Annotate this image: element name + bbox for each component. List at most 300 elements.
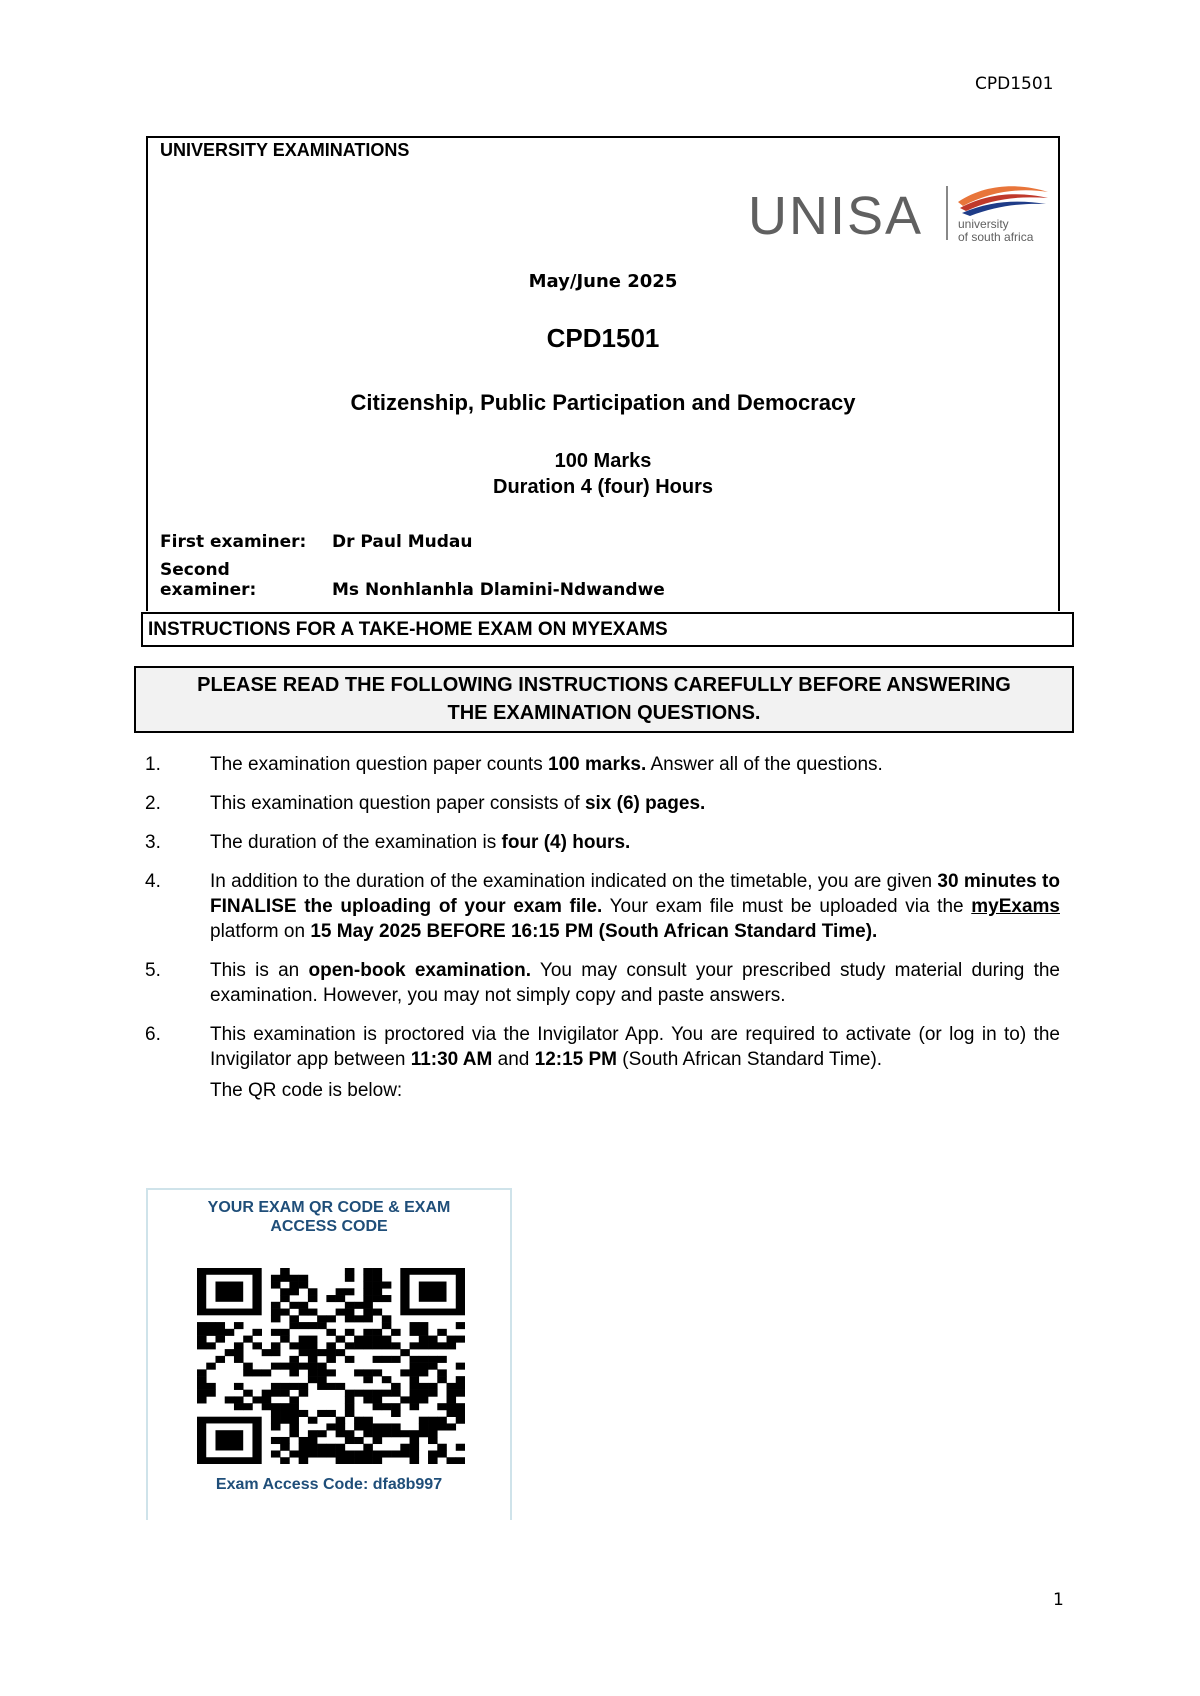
qr-module <box>289 1302 299 1309</box>
qr-module <box>456 1383 465 1390</box>
qr-module <box>271 1302 281 1309</box>
qr-module <box>354 1302 364 1309</box>
qr-module <box>428 1342 438 1349</box>
qr-module <box>271 1417 281 1424</box>
qr-module <box>373 1309 383 1316</box>
instruction-number: 2. <box>145 793 161 814</box>
qr-module <box>363 1329 373 1336</box>
qr-module <box>363 1423 373 1430</box>
qr-module <box>382 1342 392 1349</box>
qr-module <box>225 1349 235 1356</box>
qr-module <box>363 1390 373 1397</box>
qr-module <box>299 1437 309 1444</box>
qr-module <box>289 1363 299 1370</box>
qr-module <box>391 1403 401 1410</box>
qr-module <box>354 1450 364 1457</box>
qr-module <box>410 1437 420 1444</box>
qr-module <box>225 1396 235 1403</box>
qr-module <box>400 1369 410 1376</box>
qr-module <box>289 1356 299 1363</box>
logo-line1: university <box>958 217 1009 231</box>
qr-module <box>197 1383 207 1390</box>
qr-module <box>289 1423 299 1430</box>
first-examiner <box>160 532 473 552</box>
qr-module <box>437 1356 447 1363</box>
qr-module <box>336 1336 346 1343</box>
qr-module <box>280 1444 290 1451</box>
qr-module <box>197 1369 207 1376</box>
instruction-text: This examination is proctored via the Invigilator App. You are required to activate (or log in to) the Invigilator app between 11:30 AM and 12:15 PM (South African Standard Time). <box>210 1024 1060 1070</box>
qr-module <box>197 1336 207 1343</box>
qr-module <box>271 1329 281 1336</box>
qr-module <box>428 1437 438 1444</box>
qr-module <box>410 1450 420 1457</box>
qr-module <box>391 1342 401 1349</box>
qr-module <box>410 1329 420 1336</box>
qr-module <box>317 1383 327 1390</box>
qr-module <box>382 1376 392 1383</box>
qr-module <box>428 1390 438 1397</box>
qr-module <box>308 1295 318 1302</box>
qr-module <box>410 1369 420 1376</box>
qr-module <box>345 1342 355 1349</box>
qr-module <box>400 1396 410 1403</box>
qr-module <box>419 1363 429 1370</box>
qr-module <box>437 1369 447 1376</box>
course-code: CPD1501 <box>546 323 660 353</box>
qr-module <box>410 1376 420 1383</box>
qr-module <box>363 1342 373 1349</box>
qr-module <box>299 1336 309 1343</box>
qr-module <box>382 1430 392 1437</box>
qr-module <box>373 1403 383 1410</box>
qr-module <box>289 1417 299 1424</box>
qr-finder-center <box>419 1282 447 1302</box>
qr-module <box>197 1396 207 1403</box>
qr-module <box>419 1356 429 1363</box>
qr-module <box>308 1444 318 1451</box>
qr-module <box>391 1356 401 1363</box>
qr-module <box>419 1417 429 1424</box>
qr-module <box>234 1322 244 1329</box>
qr-module <box>345 1275 355 1282</box>
qr-module <box>345 1309 355 1316</box>
qr-module <box>410 1403 420 1410</box>
qr-module <box>382 1315 392 1322</box>
qr-module <box>252 1369 262 1376</box>
qr-module <box>197 1390 207 1397</box>
qr-module <box>400 1450 410 1457</box>
qr-module <box>271 1282 281 1289</box>
qr-module <box>271 1383 281 1390</box>
qr-module <box>363 1444 373 1451</box>
qr-module <box>363 1268 373 1275</box>
qr-module <box>326 1450 336 1457</box>
qr-module <box>437 1342 447 1349</box>
qr-module <box>317 1450 327 1457</box>
qr-module <box>363 1315 373 1322</box>
qr-module <box>271 1410 281 1417</box>
qr-module <box>215 1322 225 1329</box>
qr-module <box>308 1342 318 1349</box>
qr-module <box>289 1396 299 1403</box>
qr-module <box>289 1450 299 1457</box>
qr-module <box>419 1336 429 1343</box>
qr-module <box>271 1403 281 1410</box>
second-examiner-name: Ms Nonhlanhla Dlamini-Ndwandwe <box>332 580 665 600</box>
qr-module <box>317 1315 327 1322</box>
qr-module <box>447 1390 457 1397</box>
qr-module <box>271 1342 281 1349</box>
qr-module <box>437 1423 447 1430</box>
qr-module <box>271 1309 281 1316</box>
qr-module <box>262 1396 272 1403</box>
qr-module <box>336 1309 346 1316</box>
qr-code-card <box>146 1188 512 1520</box>
exam-date: May/June 2025 <box>528 271 678 292</box>
qr-module <box>373 1390 383 1397</box>
qr-module <box>428 1430 438 1437</box>
qr-module <box>382 1295 392 1302</box>
qr-module <box>447 1423 457 1430</box>
qr-module <box>326 1423 336 1430</box>
qr-code-image <box>197 1268 465 1464</box>
qr-module <box>456 1444 465 1451</box>
instruction-text: The examination question paper counts 100 marks. Answer all of the questions. <box>210 754 883 775</box>
first-examiner-label: First examiner: <box>160 532 307 552</box>
qr-module <box>317 1369 327 1376</box>
qr-module <box>373 1423 383 1430</box>
qr-module <box>289 1403 299 1410</box>
qr-module <box>308 1288 318 1295</box>
qr-module <box>419 1390 429 1397</box>
qr-module <box>410 1457 420 1464</box>
qr-module <box>345 1410 355 1417</box>
qr-module <box>299 1457 309 1464</box>
qr-module <box>382 1403 392 1410</box>
qr-module <box>419 1322 429 1329</box>
qr-module <box>391 1423 401 1430</box>
qr-module <box>354 1336 364 1343</box>
qr-module <box>234 1403 244 1410</box>
qr-module <box>243 1363 253 1370</box>
qr-module <box>363 1369 373 1376</box>
take-home-exam-heading: INSTRUCTIONS FOR A TAKE-HOME EXAM ON MYEXAMS <box>141 612 1074 647</box>
qr-module <box>234 1356 244 1363</box>
qr-module <box>336 1457 346 1464</box>
qr-module <box>354 1342 364 1349</box>
qr-module <box>280 1417 290 1424</box>
qr-module <box>391 1329 401 1336</box>
qr-module <box>215 1329 225 1336</box>
unisa-wordmark: UNISA <box>748 186 924 246</box>
qr-module <box>419 1423 429 1430</box>
qr-module <box>363 1457 373 1464</box>
qr-module <box>206 1383 216 1390</box>
qr-module <box>280 1437 290 1444</box>
qr-module <box>382 1336 392 1343</box>
qr-module <box>345 1288 355 1295</box>
second-examiner-label: Second examiner: <box>160 560 257 600</box>
qr-module <box>336 1444 346 1451</box>
qr-module <box>410 1390 420 1397</box>
qr-module <box>363 1275 373 1282</box>
qr-module <box>308 1430 318 1437</box>
qr-module <box>243 1336 253 1343</box>
qr-module <box>336 1288 346 1295</box>
qr-module <box>437 1403 447 1410</box>
qr-module <box>271 1390 281 1397</box>
qr-module <box>299 1309 309 1316</box>
qr-module <box>243 1390 253 1397</box>
second-examiner <box>160 560 665 600</box>
qr-module <box>271 1363 281 1370</box>
qr-module <box>252 1342 262 1349</box>
header-course-code: CPD1501 <box>975 74 1054 94</box>
qr-code-intro: The QR code is below: <box>210 1080 403 1101</box>
qr-module <box>419 1383 429 1390</box>
qr-module <box>373 1275 383 1282</box>
qr-module <box>280 1457 290 1464</box>
qr-module <box>299 1410 309 1417</box>
exam-cover-box <box>146 136 1060 611</box>
qr-module <box>382 1423 392 1430</box>
qr-module <box>345 1450 355 1457</box>
qr-module <box>271 1450 281 1457</box>
qr-module <box>280 1336 290 1343</box>
qr-module <box>289 1383 299 1390</box>
qr-module <box>271 1275 281 1282</box>
logo-divider <box>946 186 948 240</box>
instruction-text: In addition to the duration of the examination indicated on the timetable, you are given 30 minutes to FINALISE the uploading of your exam file. Your exam file must be uploaded via the myExams platform on 15 May 2025 BEFORE 16:15 PM (South African Standard Time). <box>210 871 1060 942</box>
instruction-number: 3. <box>145 832 161 853</box>
qr-module <box>373 1430 383 1437</box>
qr-module <box>373 1450 383 1457</box>
instruction-number: 6. <box>145 1024 161 1045</box>
qr-module <box>326 1329 336 1336</box>
qr-module <box>345 1268 355 1275</box>
qr-module <box>447 1342 457 1349</box>
qr-module <box>363 1288 373 1295</box>
qr-module <box>317 1444 327 1451</box>
qr-module <box>197 1329 207 1336</box>
qr-module <box>428 1417 438 1424</box>
qr-module <box>280 1295 290 1302</box>
qr-module <box>373 1356 383 1363</box>
qr-module <box>456 1376 465 1383</box>
qr-module <box>428 1336 438 1343</box>
qr-module <box>447 1410 457 1417</box>
qr-module <box>363 1396 373 1403</box>
qr-module <box>225 1329 235 1336</box>
qr-module <box>456 1403 465 1410</box>
qr-module <box>363 1295 373 1302</box>
qr-module <box>354 1423 364 1430</box>
qr-module <box>308 1450 318 1457</box>
qr-module <box>382 1282 392 1289</box>
instruction-number: 4. <box>145 871 161 892</box>
qr-module <box>354 1315 364 1322</box>
qr-module <box>262 1390 272 1397</box>
qr-module <box>345 1403 355 1410</box>
qr-module <box>345 1437 355 1444</box>
qr-module <box>336 1423 346 1430</box>
qr-module <box>289 1430 299 1437</box>
qr-module <box>336 1295 346 1302</box>
qr-module <box>317 1376 327 1383</box>
instruction-text: This is an open-book examination. You may consult your prescribed study material during the examination. However, you may not simply copy and paste answers. <box>210 960 1060 1006</box>
qr-module <box>354 1457 364 1464</box>
first-examiner-name: Dr Paul Mudau <box>332 532 473 552</box>
qr-module <box>363 1302 373 1309</box>
qr-module <box>326 1342 336 1349</box>
qr-module <box>326 1383 336 1390</box>
qr-module <box>215 1356 225 1363</box>
qr-module <box>437 1417 447 1424</box>
qr-module <box>289 1410 299 1417</box>
please-read-line2: THE EXAMINATION QUESTIONS. <box>447 702 761 724</box>
qr-module <box>447 1403 457 1410</box>
qr-module <box>308 1356 318 1363</box>
qr-module <box>262 1369 272 1376</box>
qr-module <box>400 1349 410 1356</box>
qr-module <box>280 1410 290 1417</box>
qr-module <box>234 1383 244 1390</box>
qr-module <box>326 1295 336 1302</box>
qr-module <box>252 1396 262 1403</box>
qr-module <box>447 1457 457 1464</box>
qr-module <box>363 1417 373 1424</box>
qr-module <box>280 1383 290 1390</box>
qr-module <box>308 1336 318 1343</box>
page-number: 1 <box>1053 1590 1064 1610</box>
qr-module <box>382 1356 392 1363</box>
myexams-link[interactable]: myExams <box>971 896 1060 917</box>
qr-module <box>428 1383 438 1390</box>
qr-module <box>419 1396 429 1403</box>
qr-module <box>243 1369 253 1376</box>
qr-module <box>299 1363 309 1370</box>
qr-module <box>289 1275 299 1282</box>
qr-module <box>373 1457 383 1464</box>
instruction-text: This examination question paper consists of six (6) pages. <box>210 793 706 814</box>
qr-module <box>447 1396 457 1403</box>
qr-module <box>308 1349 318 1356</box>
qr-module <box>206 1342 216 1349</box>
qr-module <box>419 1329 429 1336</box>
qr-module <box>206 1322 216 1329</box>
qr-module <box>373 1282 383 1289</box>
qr-module <box>326 1444 336 1451</box>
qr-module <box>345 1356 355 1363</box>
qr-module <box>326 1410 336 1417</box>
course-title: Citizenship, Public Participation and Democracy <box>350 390 856 415</box>
qr-module <box>437 1444 447 1451</box>
qr-module <box>410 1363 420 1370</box>
qr-module <box>428 1457 438 1464</box>
qr-module <box>345 1430 355 1437</box>
qr-module <box>382 1322 392 1329</box>
qr-module <box>373 1295 383 1302</box>
qr-module <box>373 1268 383 1275</box>
qr-module <box>336 1383 346 1390</box>
qr-module <box>419 1369 429 1376</box>
qr-module <box>400 1444 410 1451</box>
qr-module <box>363 1336 373 1343</box>
instruction-item <box>140 1022 1060 1103</box>
qr-module <box>437 1329 447 1336</box>
qr-module <box>391 1390 401 1397</box>
instructions-list <box>140 752 1060 1117</box>
qr-module <box>299 1322 309 1329</box>
qr-module <box>382 1390 392 1397</box>
qr-module <box>456 1410 465 1417</box>
qr-module <box>308 1369 318 1376</box>
qr-module <box>373 1288 383 1295</box>
qr-module <box>363 1282 373 1289</box>
qr-module <box>373 1342 383 1349</box>
qr-module <box>308 1363 318 1370</box>
qr-module <box>308 1322 318 1329</box>
qr-module <box>299 1444 309 1451</box>
qr-module <box>410 1356 420 1363</box>
qr-module <box>456 1322 465 1329</box>
please-read-banner <box>134 666 1074 733</box>
exam-access-code: Exam Access Code: dfa8b997 <box>215 1476 443 1493</box>
qr-module <box>391 1383 401 1390</box>
instruction-item <box>140 791 1060 816</box>
qr-module <box>391 1410 401 1417</box>
qr-module <box>197 1322 207 1329</box>
qr-module <box>410 1383 420 1390</box>
qr-finder-center <box>215 1282 243 1302</box>
qr-module <box>336 1430 346 1437</box>
qr-module <box>234 1349 244 1356</box>
qr-module <box>289 1282 299 1289</box>
instruction-item <box>140 752 1060 777</box>
qr-module <box>271 1349 281 1356</box>
qr-module <box>373 1396 383 1403</box>
qr-module <box>317 1363 327 1370</box>
qr-module <box>428 1450 438 1457</box>
qr-finder-center <box>215 1430 243 1450</box>
qr-module <box>419 1430 429 1437</box>
qr-module <box>345 1396 355 1403</box>
university-examinations-label: UNIVERSITY EXAMINATIONS <box>160 140 410 160</box>
qr-module <box>197 1342 207 1349</box>
qr-module <box>280 1268 290 1275</box>
qr-module <box>289 1342 299 1349</box>
qr-module <box>437 1450 447 1457</box>
qr-module <box>280 1403 290 1410</box>
instruction-item <box>140 830 1060 855</box>
qr-module <box>317 1322 327 1329</box>
instruction-text: The duration of the examination is four (4) hours. <box>210 832 631 853</box>
qr-module <box>289 1315 299 1322</box>
qr-module <box>456 1363 465 1370</box>
qr-module <box>280 1309 290 1316</box>
qr-module <box>410 1430 420 1437</box>
qr-module <box>456 1336 465 1343</box>
qr-module <box>373 1329 383 1336</box>
qr-module <box>206 1329 216 1336</box>
qr-module <box>326 1315 336 1322</box>
qr-module <box>289 1369 299 1376</box>
qr-module <box>280 1288 290 1295</box>
qr-module <box>299 1383 309 1390</box>
qr-module <box>419 1342 429 1349</box>
qr-module <box>428 1356 438 1363</box>
